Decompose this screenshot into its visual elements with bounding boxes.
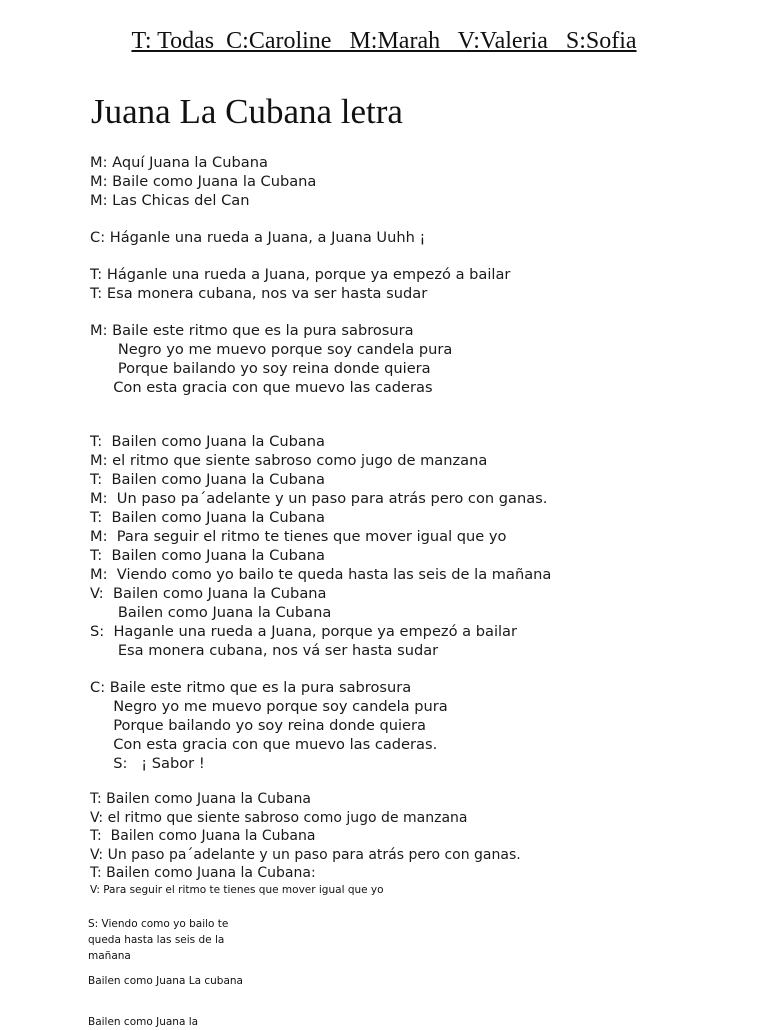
lyric-line: Con esta gracia con que muevo las caderas: [90, 379, 433, 396]
lyric-line: C: Háganle una rueda a Juana, a Juana Uuhh ¡: [90, 229, 426, 246]
lyric-line: M: Viendo como yo bailo te queda hasta las seis de la mañana: [90, 566, 552, 583]
lyric-line: T: Bailen como Juana la Cubana: [90, 509, 325, 526]
lyric-line: M: Un paso pa´adelante y un paso para atrás pero con ganas.: [90, 490, 548, 507]
lyric-line: Negro yo me muevo porque soy candela pura: [90, 698, 448, 715]
stanza-gap: [90, 247, 510, 265]
lyric-line: Negro yo me muevo porque soy candela pura: [90, 341, 453, 358]
lyric-line: T: Bailen como Juana la Cubana: [90, 791, 311, 807]
lyric-line: T: Bailen como Juana la Cubana: [90, 828, 316, 844]
lyric-line: V: Bailen como Juana la Cubana: [90, 585, 327, 602]
lyrics-section-reprise: [90, 790, 521, 883]
lyrics-block-sofia: S: Viendo como yo bailo te queda hasta las seis de la mañana: [88, 918, 229, 962]
lyric-line: M: Baile como Juana la Cubana: [90, 173, 317, 190]
lyrics-block-bailen: Bailen como Juana La cubana: [88, 975, 243, 987]
lyrics-section-intro: [90, 153, 510, 397]
lyric-line: C: Baile este ritmo que es la pura sabrosura: [90, 679, 412, 696]
lyric-line: V: el ritmo que siente sabroso como jugo de manzana: [90, 809, 468, 826]
lyrics-block-bailen-cut: Bailen como Juana la: [88, 1016, 199, 1028]
lyrics-small-line: V: Para seguir el ritmo te tienes que mover igual que yo: [90, 884, 384, 896]
lyric-line: V: Un paso pa´adelante y un paso para atrás pero con ganas.: [90, 846, 521, 863]
stanza-gap: [90, 303, 510, 321]
lyric-line: T: Bailen como Juana la Cubana: [90, 471, 325, 488]
stanza-gap: [90, 660, 551, 678]
lyric-line: T: Bailen como Juana la Cubana: [90, 547, 325, 564]
lyric-line: S: Haganle una rueda a Juana, porque ya empezó a bailar: [90, 623, 517, 640]
lyric-line: Bailen como Juana la Cubana: [90, 604, 332, 621]
lyric-line: M: el ritmo que siente sabroso como jugo de manzana: [90, 452, 488, 469]
lyric-line: T: Bailen como Juana la Cubana:: [90, 865, 316, 881]
lyric-line: T: Bailen como Juana la Cubana: [90, 433, 325, 450]
song-title: Juana La Cubana letra: [91, 92, 403, 131]
lyric-line: M: Aquí Juana la Cubana: [90, 154, 268, 171]
lyric-line: Esa monera cubana, nos vá ser hasta sudar: [90, 642, 439, 659]
lyric-line: M: Las Chicas del Can: [90, 192, 250, 209]
lyric-line: S: ¡ Sabor !: [90, 755, 205, 772]
lyric-line: Porque bailando yo soy reina donde quiera: [90, 360, 431, 377]
cast-legend-header: T: Todas C:Caroline M:Marah V:Valeria S:Sofia: [131, 28, 637, 54]
stanza-gap: [90, 210, 510, 228]
lyric-line: M: Baile este ritmo que es la pura sabrosura: [90, 322, 414, 339]
lyrics-section-chorus: [90, 432, 551, 773]
lyric-line: Con esta gracia con que muevo las caderas.: [90, 736, 438, 753]
lyric-line: T: Háganle una rueda a Juana, porque ya empezó a bailar: [90, 266, 511, 283]
lyric-line: T: Esa monera cubana, nos va ser hasta sudar: [90, 285, 428, 302]
lyric-line: M: Para seguir el ritmo te tienes que mover igual que yo: [90, 528, 507, 545]
lyric-line: Porque bailando yo soy reina donde quiera: [90, 717, 426, 734]
